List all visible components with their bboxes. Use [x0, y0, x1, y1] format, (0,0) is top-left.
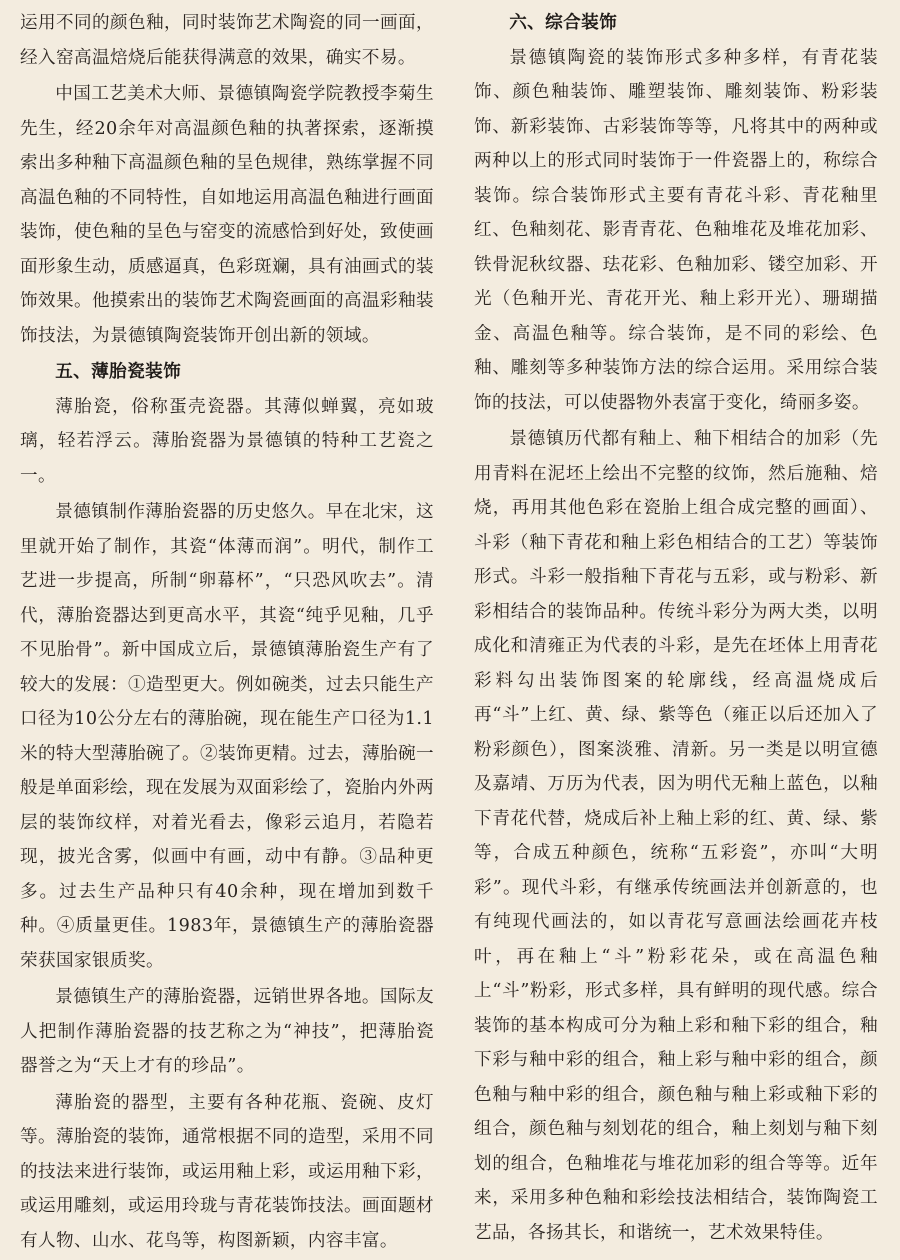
paragraph-eggshell-forms: 薄胎瓷的器型，主要有各种花瓶、瓷碗、皮灯等。薄胎瓷的装饰，通常根据不同的造型，采用不同的技法来进行装饰，或运用釉上彩，或运用釉下彩，或运用雕刻，或运用玲珑与青花装饰技法。画面题材有人物、山水、花鸟等，构图新颖，内容丰富。 — [20, 1092, 434, 1251]
right-column — [474, 6, 878, 1252]
paragraph-eggshell-history: 景德镇制作薄胎瓷器的历史悠久。早在北宋，这里就开始了制作，其瓷“体薄而润”。明代，制作工艺进一步提高，所制“卵幕杯”，“只恐风吹去”。清代，薄胎瓷器达到更高水平，其瓷“纯乎见釉，几乎不见胎骨”。新中国成立后，景德镇薄胎瓷生产有了较大的发展：①造型更大。例如碗类，过去只能生产口径为10公分左右的薄胎碗，现在能生产口径为1.1米的特大型薄胎碗了。②装饰更精。过去，薄胎碗一般是单面彩绘，现在发展为双面彩绘了，瓷胎内外两层的装饰纹样，对着光看去，像彩云追月，若隐若现，披光含雾，似画中有画，动中有静。③品种更多。过去生产品种只有40余种，现在增加到数千种。④质量更佳。1983年，景德镇生产的薄胎瓷器荣获国家银质奖。 — [20, 502, 434, 971]
paragraph-li-jusheng: 中国工艺美术大师、景德镇陶瓷学院教授李菊生先生，经20余年对高温颜色釉的执著探索，逐渐摸索出多种釉下高温颜色釉的呈色规律，熟练掌握不同高温色釉的不同特性，自如地运用高温色釉进行画面装饰，使色釉的呈色与窑变的流感恰到好处，致使画面形象生动，质感逼真，色彩斑斓，具有油画式的装饰效果。他摸索出的装饰艺术陶瓷画面的高温彩釉装饰技法，为景德镇陶瓷装饰开创出新的领域。 — [20, 84, 434, 346]
left-column — [20, 6, 434, 1260]
paragraph-eggshell-export: 景德镇生产的薄胎瓷器，远销世界各地。国际友人把制作薄胎瓷器的技艺称之为“神技”，把薄胎瓷器誉之为“天上才有的珍品”。 — [20, 987, 434, 1076]
paragraph-doucai: 景德镇历代都有釉上、釉下相结合的加彩（先用青料在泥坯上绘出不完整的纹饰，然后施釉、焙烧，再用其他色彩在瓷胎上组合成完整的画面）、斗彩（釉下青花和釉上彩色相结合的工艺）等装饰形式。斗彩一般指釉下青花与五彩，或与粉彩、新彩相结合的装饰品种。传统斗彩分为两大类，以明成化和清雍正为代表的斗彩，是先在坯体上用青花彩料勾出装饰图案的轮廓线，经高温烧成后再“斗”上红、黄、绿、紫等色（雍正以后还加入了粉彩颜色），图案淡雅、清新。另一类是以明宣德及嘉靖、万历为代表，因为明代无釉上蓝色，以釉下青花代替，烧成后补上釉上彩的红、黄、绿、紫等，合成五种颜色，统称“五彩瓷”，亦叫“大明彩”。现代斗彩，有继承传统画法并创新意的，也有纯现代画法的，如以青花写意画法绘画花卉枝叶，再在釉上“斗”粉彩花朵，或在高温色釉上“斗”粉彩，形式多样，具有鲜明的现代感。综合装饰的基本构成可分为釉上彩和釉下彩的组合，釉下彩与釉中彩的组合，釉上彩与釉中彩的组合，颜色釉与釉中彩的组合，颜色釉与釉上彩或釉下彩的组合，颜色釉与刻划花的组合，釉上刻划与釉下刻划的组合，色釉堆花与堆花加彩的组合等等。近年来，采用多种色釉和彩绘技法相结合，装饰陶瓷工艺品，各扬其长，和谐统一，艺术效果特佳。 — [474, 429, 878, 1243]
paragraph-continued: 运用不同的颜色釉，同时装饰艺术陶瓷的同一画面，经入窑高温焙烧后能获得满意的效果，确实不易。 — [20, 13, 434, 68]
paragraph-eggshell-intro: 薄胎瓷，俗称蛋壳瓷器。其薄似蝉翼，亮如玻璃，轻若浮云。薄胎瓷器为景德镇的特种工艺瓷之一。 — [20, 396, 434, 486]
section-heading-eggshell-porcelain: 五、薄胎瓷装饰 — [55, 362, 182, 382]
section-heading-combined-decoration: 六、综合装饰 — [509, 13, 618, 33]
paragraph-combined-forms: 景德镇陶瓷的装饰形式多种多样，有青花装饰、颜色釉装饰、雕塑装饰、雕刻装饰、粉彩装饰、新彩装饰、古彩装饰等等，凡将其中的两种或两种以上的形式同时装饰于一件瓷器上的，称综合装饰。综合装饰形式主要有青花斗彩、青花釉里红、色釉刻花、影青青花、色釉堆花及堆花加彩、铁骨泥秋纹器、珐花彩、色釉加彩、镂空加彩、开光（色釉开光、青花开光、釉上彩开光）、珊瑚描金、高温色釉等。综合装饰，是不同的彩绘、色釉、雕刻等多种装饰方法的综合运用。采用综合装饰的技法，可以使器物外表富于变化，绮丽多姿。 — [474, 47, 878, 413]
